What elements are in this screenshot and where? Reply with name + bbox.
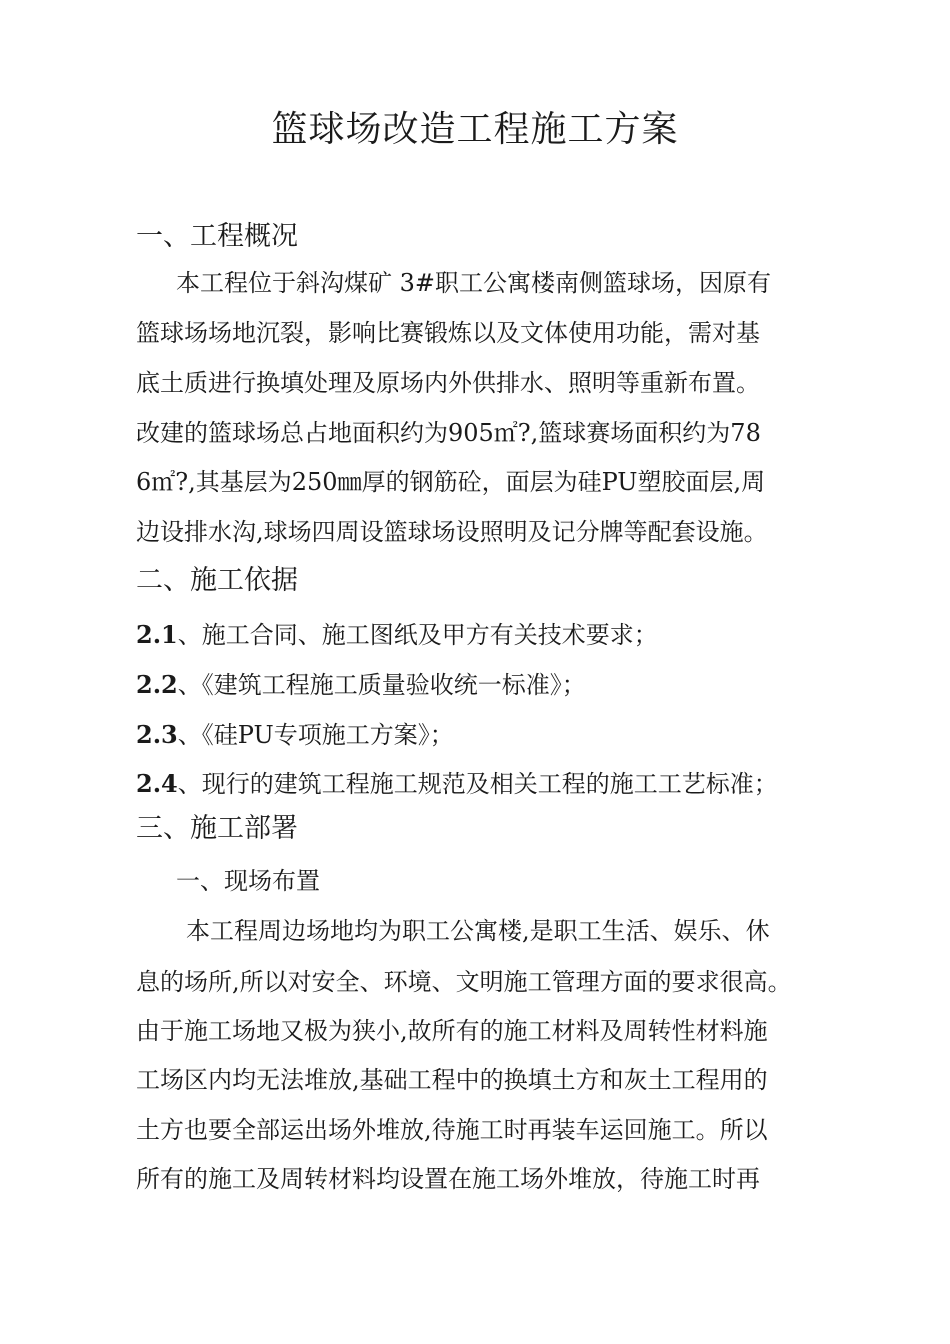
paragraph-line: 本工程周边场地均为职工公寓楼,是职工生活、娱乐、休	[186, 917, 770, 945]
basis-item-number: 2.2	[136, 670, 178, 699]
paragraph-line: 土方也要全部运出场外堆放,待施工时再装车运回施工。所以	[136, 1116, 768, 1144]
basis-item	[136, 718, 454, 752]
basis-item-number: 2.3	[136, 720, 178, 749]
paragraph-line: 息的场所,所以对安全、环境、文明施工管理方面的要求很高。	[136, 968, 792, 996]
paragraph-line: 篮球场场地沉裂，影响比赛锻炼以及文体使用功能，需对基	[136, 319, 760, 347]
section-heading-basis: 二、施工依据	[136, 565, 298, 596]
subsection-heading-site-layout: 一、现场布置	[176, 867, 320, 895]
basis-item	[136, 767, 778, 801]
paragraph-line: 底土质进行换填处理及原场内外供排水、照明等重新布置。	[136, 369, 760, 397]
basis-item-number: 2.4	[136, 769, 178, 798]
basis-item-text: 、《建筑工程施工质量验收统一标准》；	[177, 671, 586, 699]
document-title: 篮球场改造工程施工方案	[271, 109, 679, 150]
basis-item-number: 2.1	[136, 620, 178, 649]
basis-item	[136, 618, 658, 652]
basis-item-text: 、施工合同、施工图纸及甲方有关技术要求；	[177, 621, 658, 649]
section-heading-deployment: 三、施工部署	[136, 813, 298, 844]
paragraph-line: 改建的篮球场总占地面积约为905㎡?,篮球赛场面积约为78	[136, 419, 761, 447]
paragraph-line: 边设排水沟,球场四周设篮球场设照明及记分牌等配套设施。	[136, 518, 768, 546]
basis-item-text: 、现行的建筑工程施工规范及相关工程的施工工艺标准；	[177, 770, 778, 798]
paragraph-line: 所有的施工及周转材料均设置在施工场外堆放，待施工时再	[136, 1165, 760, 1193]
basis-item	[136, 668, 586, 702]
paragraph-line: 由于施工场地又极为狭小,故所有的施工材料及周转性材料施	[136, 1017, 768, 1045]
basis-item-text: 、《硅PU专项施工方案》；	[177, 721, 454, 749]
paragraph-line: 工场区内均无法堆放,基础工程中的换填土方和灰土工程用的	[136, 1066, 768, 1094]
paragraph-line: 6㎡?,其基层为250㎜厚的钢筋砼，面层为硅PU塑胶面层,周	[136, 468, 766, 496]
section-heading-overview: 一、工程概况	[136, 221, 298, 252]
paragraph-line: 本工程位于斜沟煤矿 3#职工公寓楼南侧篮球场，因原有	[176, 269, 772, 297]
